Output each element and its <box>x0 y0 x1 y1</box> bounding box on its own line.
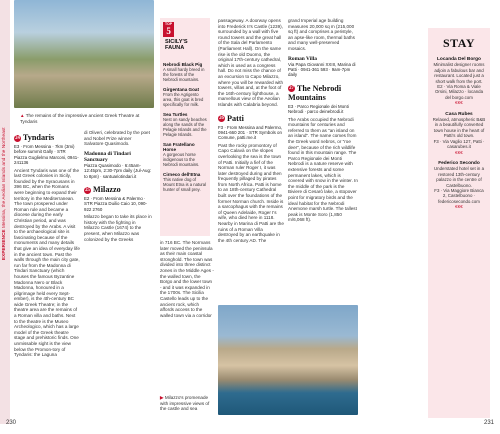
patti-body: Past the rocky promontory of Capo Calavà on the slopes overlooking the sea is the town of Patti. Initially a fief of the Norman ruler Roger I, it was later destroyed during and then frequently pillaged by pirates from North Africa. Patti is home to an 18th-century Cathedral built over the foundations of the former Norman church. Inside is a sarcophagus with the remains of Queen Adelaide, Roger I's wife, who died here in 1118. Nearby in Marina di Patti are the ruins of a Roman Villa destroyed by an earthquake in the 4th century AD. The <box>218 142 284 243</box>
patti-meta: F3 · From Messina and Palermo, 0941-660 201 · STR Symbols on Comune, patti.me.it <box>218 124 283 141</box>
milazzo-body: Milazzo began to take its place in history with the fighting in Milazzo Castle (1674) to the present, when Milazzo was colonized by the Greeks <box>84 214 152 242</box>
nebrodi-heading: 27 The Nebrodi Mountains <box>288 83 342 102</box>
milazzo-continued-2: passageway. A doorway opens into Frederick II's Castle (1239), surrounded by a wall with five round towers and the great hall of the Sala del Parlamento (Parliament Hall). On the same rise is the old Duomo, the original 17th-century cathedral, which is used as a congress hall. Do not miss the chance of an excursion to Capo Milazzo, where you will be rewarded with towers, villas and, at the foot of the 16th-century lighthouse, a marvellous view of the Aeolian Islands with Calabria beyond. <box>218 18 284 107</box>
milazzo-heading: 25 Milazzo <box>85 185 121 194</box>
fauna-item: Girgentana Goat From the Agrigento area, this goat is bred specifically for milk. <box>163 87 204 107</box>
stay-title: STAY <box>442 36 476 50</box>
sanctuary-meta: Piazza Quasimodo · 6:45am-12:45pm, 2:30-7pm daily (Jul-Aug: to 8pm) · santuariotindari.it <box>84 162 152 179</box>
nebrodi-column <box>288 18 358 223</box>
patti-column <box>160 240 214 318</box>
top-badge: TOP 5 <box>165 22 173 36</box>
sicily-fauna-box <box>160 18 210 236</box>
milazzo-meta: E2 · From Messina & Palermo · STR Piazza Duilio Caio 10, 090-922 2760 <box>84 196 147 212</box>
page-number-right: 231 <box>483 420 494 426</box>
tyndaris-heading: 24 Tyndaris <box>15 133 55 142</box>
tyndaris-body: Ancient Tyndaris was one of the last Greek colonies in Sicily, founded by the Syracusans in 396 BC, when the Romans were beginning to expand their territory in the Mediterranean. The town prospered under Roman rule and became a diocese during the early Christian period, and was destroyed by the Arabs. A visit to the archaeological site is fascinating because of the monuments and many details that give an idea of everyday life in the ancient town. Past the walls through the main city gate, run far from the Madonna di Tindari Sanctuary (which houses the famous Byzantine Madonna Nero or Black Madonna, honoured in a pilgrimage held every Sept-ember), is the 4th-century BC wide Greek Theatre; in the theatre area are the remains of a Roman villa and baths. Next to the theatre is the Museo Archeologico, which has a large model of the Greek theatre stage and prehistoric finds. One unmissable sight is the view below the Promon-tory of Tyndaris: the Laguna <box>14 167 80 358</box>
roman-villa-heading: Roman Villa <box>288 55 317 62</box>
stay-box <box>428 28 490 418</box>
fauna-header <box>163 21 207 57</box>
roman-villa-meta: Via Papa Giovanni XXIII, Marina di Patti · 0941-361 593 · 9am-7pm daily <box>288 61 356 78</box>
milazzo-continued: in 716 BC. The Normans later moved the peninsula as their main coastal stronghold. The town was divided into three distinct zones in the Middle Ages - the walled town, the Borgo and the lower town - and it was expanded in the 1700s. The Sicilia Castello leads up to the ancient rock, which affords access to the walled town via a corridor <box>160 240 214 318</box>
milazzo-photo-caption: ▶ Milazzo's promenade with impressive views of the castle and sea <box>160 395 210 412</box>
caption-arrow-icon: ▲ <box>20 113 25 118</box>
milazzo-photo <box>218 305 358 415</box>
patti-heading: 26 Patti <box>219 113 244 123</box>
patti-column-2 <box>218 18 284 243</box>
stay-item: Casa Rubes Relaxed, atmospheric B&B in a beautifully converted town house in the heart of Patti's old town. F3 · Via Vaglio 127, Patti · casarubes.it €€€ <box>432 111 486 155</box>
milazzo-column <box>84 130 152 242</box>
tyndaris-continued: di Oliveri, celebrated by the poet and Nobel Prize winner Salvatore Quasimodo. <box>84 130 150 147</box>
sanctuary-heading: Madonna di Tindari Sanctuary <box>84 150 131 163</box>
nebrodi-meta: E3 · Parco Regionale dei Monti Nebrodi · parco deinebrodi.it <box>288 103 349 115</box>
stay-item: Locanda Del Borgo Minimalist designer rooms adjoin a fabulous bar and restaurant. Located just a short walk from the port. E2 · Via Roma & Viale Orsini, Milazzo · locanda del borgo.com €€€ <box>433 57 485 106</box>
caption-arrow-icon: ▶ <box>160 395 164 400</box>
page-number-left: 230 <box>6 420 17 426</box>
fauna-item: Cirneco dell'Etna This native dog of Mount Etna is a natural hunter of small prey. <box>163 172 207 192</box>
fauna-item: Nebrodi Black Pig A small hardy breed in the forests of the Nebrodi mountains. <box>163 62 205 82</box>
fauna-item: Sea Turtles Nest on sandy beaches along the sands of the Pelagie Islands and the Pelagie Islands. <box>163 112 207 137</box>
fauna-item: San Fratellano Horse A gorgeous horse indigenous to the Nebrodi mountains. <box>163 142 200 167</box>
stay-item: Federico Secondo Understated hotel set in a restored 13th-century palazzo in the centre of Castelbuono. F3 · Via Maggiore Bianca 2, Castelbuono · federicosecondo.com €€€ <box>433 160 485 210</box>
tyndaris-meta: E3 · From Messina · 7km (3mi) before summit Gally · STR Piazza Guglielmo Marconi, 0941-241136 <box>14 144 79 166</box>
chapter-spine <box>0 0 10 424</box>
fauna-title: SICILY'S FAUNA <box>165 39 188 52</box>
patti-continued: grand Imperial age building measures 20,000 sq m (215,000 sq ft) and comprises a peristyle, an apse-like room, thermal baths and many well-preserved mosaics. <box>288 18 355 51</box>
theatre-photo-caption: ▲ The remains of the impressive ancient Greek Theatre at Tyndaris <box>20 113 140 124</box>
nebrodi-body: The Arabs occupied the Nebrodi mountains for centuries and referred to them as "an island on an island". The name comes from the Greek word nebros, or "roe deer", because of the rich wildlife found in this mountain range. The Parco Regionale dei Monti Nebrodi is a nature reserve with extensive forests and some permanent lakes, which is covered with snow in the winter. In the middle of the park is the Biviere di Cesarò lake, a stopover point for migratory birds and the ideal habitat for the Nebrodi Anemone marsh turtle. The tallest peak is Monte Soro (1,850 m/6,068 ft). <box>288 116 358 223</box>
tyndaris-column <box>14 130 80 358</box>
theatre-photo <box>14 0 154 108</box>
spine-label: EXPERIENCE Messina, the Aeolian Islands and the Northeast <box>1 127 6 260</box>
